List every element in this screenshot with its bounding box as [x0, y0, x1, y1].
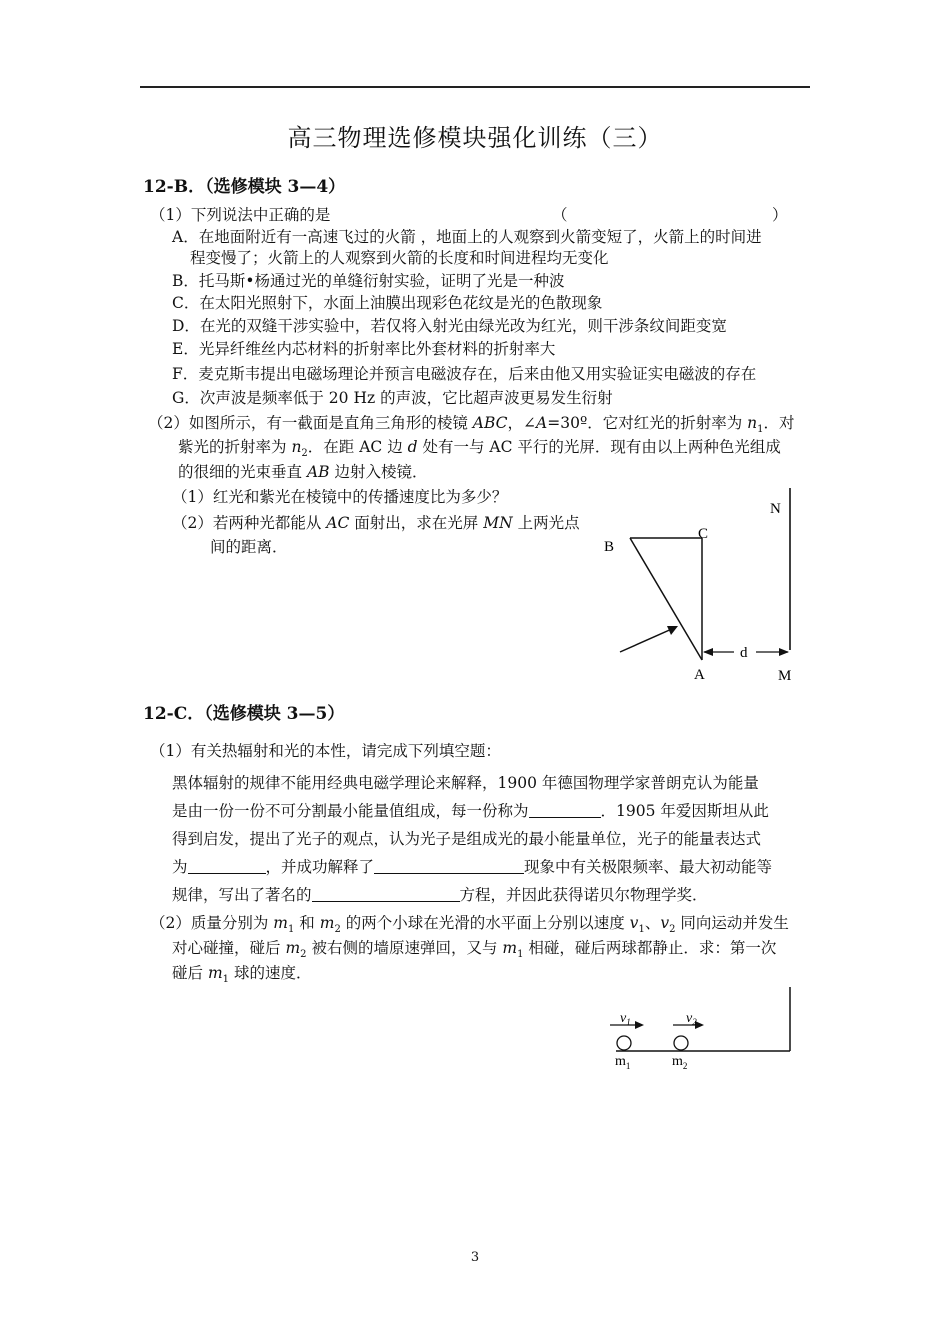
label-m: M — [778, 668, 792, 684]
label-m2: $m_2$ — [672, 1054, 688, 1071]
option-e: E．光异纤维丝内芯材料的折射率比外套材料的折射率大 — [172, 340, 556, 358]
b-q2-sub2-line1: （2）若两种光都能从 AC 面射出，求在光屏 MN 上两光点 — [172, 514, 580, 532]
b-q2-line1: （2）如图所示，有一截面是直角三角形的棱镜 ABC，∠A=30º．它对红光的折射率为 $n_1$．对 — [148, 414, 795, 436]
prism-figure — [590, 480, 810, 690]
blank-2[interactable] — [188, 857, 266, 874]
b-q2-sub2-line2: 间的距离． — [210, 538, 288, 556]
label-v1: $v_1$ — [620, 1011, 631, 1027]
ball-m2 — [674, 1036, 688, 1050]
label-c: C — [698, 526, 709, 542]
incident-ray — [620, 628, 674, 652]
page-number: 3 — [470, 1250, 480, 1265]
option-a-line2: 程变慢了；火箭上的人观察到火箭的长度和时间进程均无变化 — [190, 249, 609, 267]
c-q1-line2: 是由一份一份不可分割最小能量值组成，每一份称为 ．1905 年爱因斯坦从此 — [172, 802, 769, 820]
option-d: D．在光的双缝干涉实验中，若仅将入射光由绿光改为红光，则干涉条纹间距变宽 — [172, 317, 727, 335]
header-rule — [140, 86, 810, 88]
c-q2-line1: （2）质量分别为 $m_1$ 和 $m_2$ 的两个小球在光滑的水平面上分别以速度 $v_1$、$v_2$ 同向运动并发生 — [150, 914, 789, 936]
label-m1: $m_1$ — [615, 1054, 631, 1071]
c-q1-stem: （1）有关热辐射和光的本性，请完成下列填空题： — [150, 742, 501, 760]
label-d: d — [740, 645, 748, 661]
collision-figure — [600, 985, 800, 1080]
b-q1-bracket-open: （ — [552, 206, 568, 224]
ball-m1 — [617, 1036, 631, 1050]
c-q1-line5: 规律，写出了著名的 方程，并因此获得诺贝尔物理学奖． — [172, 886, 708, 904]
blank-3[interactable] — [374, 857, 524, 874]
option-f: F．麦克斯韦提出电磁场理论并预言电磁波存在，后来由他又用实验证实电磁波的存在 — [172, 365, 757, 383]
v1-arrow-head — [635, 1021, 644, 1029]
b-q1-stem: （1）下列说法中正确的是 — [150, 206, 331, 224]
b-q2-sub1: （1）红光和紫光在棱镜中的传播速度比为多少？ — [172, 488, 508, 506]
b-q2-line3: 的很细的光束垂直 AB 边射入棱镜． — [178, 463, 428, 481]
c-q1-line4: 为 ，并成功解释了 现象中有关极限频率、最大初动能等 — [172, 858, 773, 876]
label-v2: $v_2$ — [686, 1011, 697, 1027]
option-c: C．在太阳光照射下，水面上油膜出现彩色花纹是光的色散现象 — [172, 294, 603, 312]
option-b: B．托马斯•杨通过光的单缝衍射实验，证明了光是一种波 — [172, 272, 565, 290]
blank-4[interactable] — [312, 885, 460, 902]
c-q1-line3: 得到启发，提出了光子的观点，认为光子是组成光的最小能量单位，光子的能量表达式 — [172, 830, 762, 848]
b-q2-line2: 紫光的折射率为 $n_2$．在距 AC 边 d 处有一与 AC 平行的光屏．现有由以上两种色光组成 — [178, 438, 781, 460]
section-c-heading: 12-C．（选修模块 3—5） — [143, 704, 345, 724]
c-q2-line2: 对心碰撞，碰后 $m_2$ 被右侧的墙原速弹回，又与 $m_1$ 相碰，碰后两球都静止．求：第一次 — [172, 939, 777, 961]
label-a: A — [694, 667, 705, 683]
option-g: G．次声波是频率低于 20 Hz 的声波，它比超声波更易发生衍射 — [172, 389, 613, 407]
label-n: N — [770, 501, 781, 517]
blank-1[interactable] — [529, 801, 601, 818]
c-q1-line1: 黑体辐射的规律不能用经典电磁学理论来解释，1900 年德国物理学家普朗克认为能量 — [172, 774, 759, 792]
b-q1-bracket-close: ） — [772, 206, 788, 224]
d-arrow-right-head — [779, 648, 789, 656]
page-title: 高三物理选修模块强化训练（三） — [287, 124, 663, 152]
d-arrow-left-head — [703, 648, 713, 656]
c-q2-line3: 碰后 $m_1$ 球的速度． — [172, 964, 312, 986]
prism-side-ab — [630, 538, 702, 660]
section-b-heading: 12-B．（选修模块 3—4） — [143, 177, 346, 197]
label-b: B — [604, 539, 615, 555]
option-a-line1: A．在地面附近有一高速飞过的火箭 ，地面上的人观察到火箭变短了，火箭上的时间进 — [172, 228, 762, 246]
